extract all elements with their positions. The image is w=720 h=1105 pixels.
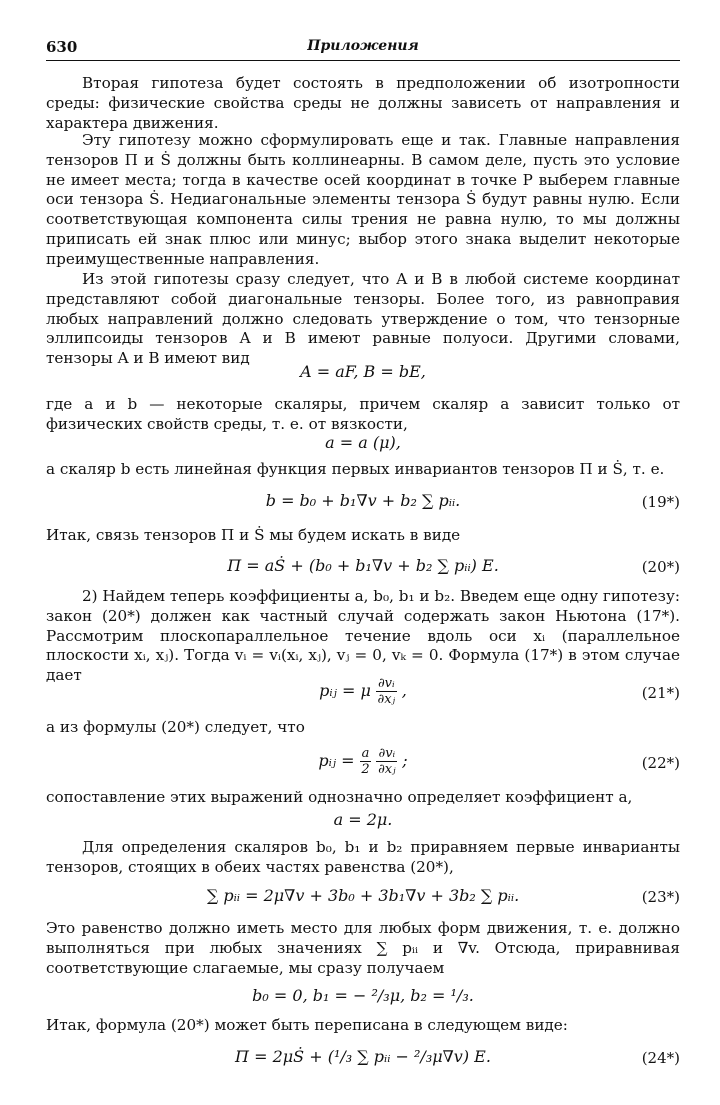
- paragraph-1: Вторая гипотеза будет состоять в предположении об изотропности среды: физические свойства среды не должны зависеть от направления и характера движения.: [46, 74, 680, 132]
- equation-b-values: [46, 986, 680, 1012]
- paragraph-3: Из этой гипотезы сразу следует, что A и B в любой системе координат представляют собой диагональные тензоры. Более того, из равноправия любых направлений должно следовать утверждение о том, что тензорные эллипсоиды тензоров A и B имеют равные полуоси. Другими словами, тензоры A и B имеют вид: [46, 270, 680, 368]
- equation-22-tail: ;: [402, 751, 408, 770]
- equation-20: [46, 556, 680, 582]
- equation-19-formula: b = b₀ + b₁∇v + b₂ ∑ pᵢᵢ.: [265, 491, 461, 510]
- equation-22-formula: [46, 746, 680, 777]
- paragraph-9: сопоставление этих выражений однозначно определяет коэффициент a,: [46, 788, 633, 806]
- equation-24-formula: Π = 2μṠ + (¹/₃ ∑ pᵢᵢ − ²/₃μ∇v) E.: [235, 1047, 491, 1066]
- equation-20-formula: Π = aṠ + (b₀ + b₁∇v + b₂ ∑ pᵢᵢ) E.: [227, 556, 499, 575]
- paragraph-6: Итак, связь тензоров Π и Ṡ мы будем искать в виде: [46, 526, 461, 544]
- paragraph-11: Это равенство должно иметь место для любых форм движения, т. е. должно выполняться при любых значениях ∑ pᵢᵢ и ∇v. Отсюда, приравнивая соответствующие слагаемые, мы сразу получаем: [46, 919, 680, 977]
- equation-23-number: (23*): [641, 888, 680, 906]
- equation-22-num: ∂vᵢ: [378, 746, 396, 761]
- equation-24: [46, 1047, 680, 1073]
- page-header: [46, 38, 680, 61]
- equation-20-number: (20*): [641, 558, 680, 576]
- equation-21-number: (21*): [641, 684, 680, 702]
- running-title: Приложения: [307, 38, 419, 54]
- equation-21-formula: [46, 676, 680, 707]
- equation-22-number: (22*): [641, 754, 680, 772]
- equation-24-number: (24*): [641, 1049, 680, 1067]
- equation-22-den: ∂xⱼ: [378, 762, 396, 777]
- equation-22-coef-num: a: [361, 746, 370, 761]
- equation-21-num: ∂vᵢ: [377, 676, 395, 691]
- paragraph-5: а скаляр b есть линейная функция первых инвариантов тензоров Π и Ṡ, т. е.: [46, 460, 665, 478]
- equation-21: [46, 676, 680, 712]
- equation-23-formula: ∑ pᵢᵢ = 2μ∇v + 3b₀ + 3b₁∇v + 3b₂ ∑ pᵢᵢ.: [206, 886, 520, 905]
- equation-a-2mu: [46, 810, 680, 836]
- equation-a-mu-formula: a = a (μ),: [325, 433, 401, 452]
- equation-a-2mu-formula: a = 2μ.: [333, 810, 393, 829]
- paragraph-10: Для определения скаляров b₀, b₁ и b₂ приравняем первые инварианты тензоров, стоящих в обеих частях равенства (20*),: [46, 838, 680, 876]
- paragraph-8: а из формулы (20*) следует, что: [46, 718, 305, 736]
- equation-ab: [46, 362, 680, 388]
- equation-21-tail: ,: [401, 681, 407, 700]
- equation-19: [46, 491, 680, 517]
- paragraph-7: 2) Найдем теперь коэффициенты a, b₀, b₁ и b₂. Введем еще одну гипотезу: закон (20*) должен как частный случай содержать закон Ньютона (17*). Рассмотрим плоскопараллельное течение вдоль оси xᵢ (параллельное плоскости xᵢ, xⱼ). Тогда vᵢ = vᵢ(xᵢ, xⱼ), vⱼ = 0, vₖ = 0. Формула (17*) в этом случае дает: [46, 587, 680, 685]
- equation-22-lhs: pᵢⱼ =: [318, 751, 355, 770]
- paragraph-2: Эту гипотезу можно сформулировать еще и так. Главные направления тензоров Π и Ṡ должны быть коллинеарны. В самом деле, пусть это условие не имеет места; тогда в качестве осей координат в точке P выберем главные оси тензора Ṡ. Недиагональные элементы тензора Ṡ будут равны нулю. Если соответствующая компонента силы трения не равна нулю, то мы должны приписать ей знак плюс или минус; выбор этого знака выделит некоторые преимущественные направления.: [46, 131, 680, 268]
- equation-22-fraction: [376, 746, 397, 777]
- paragraph-12: Итак, формула (20*) может быть переписана в следующем виде:: [46, 1016, 568, 1034]
- equation-22-coef-den: 2: [361, 762, 370, 777]
- equation-22: [46, 746, 680, 782]
- equation-21-lhs: pᵢⱼ = μ: [319, 681, 371, 700]
- equation-ab-formula: A = aF, B = bE,: [300, 362, 426, 381]
- paragraph-4: где a и b — некоторые скаляры, причем скаляр a зависит только от физических свойств среды, т. е. от вязкости,: [46, 395, 680, 433]
- page-number: 630: [46, 38, 78, 56]
- equation-21-den: ∂xⱼ: [377, 692, 396, 707]
- equation-b-values-formula: b₀ = 0, b₁ = − ²/₃μ, b₂ = ¹/₃.: [252, 986, 474, 1005]
- equation-22-coef: [360, 746, 372, 777]
- equation-23: [46, 886, 680, 912]
- equation-19-number: (19*): [641, 493, 680, 511]
- equation-a-mu: [46, 433, 680, 459]
- equation-21-fraction: [376, 676, 397, 707]
